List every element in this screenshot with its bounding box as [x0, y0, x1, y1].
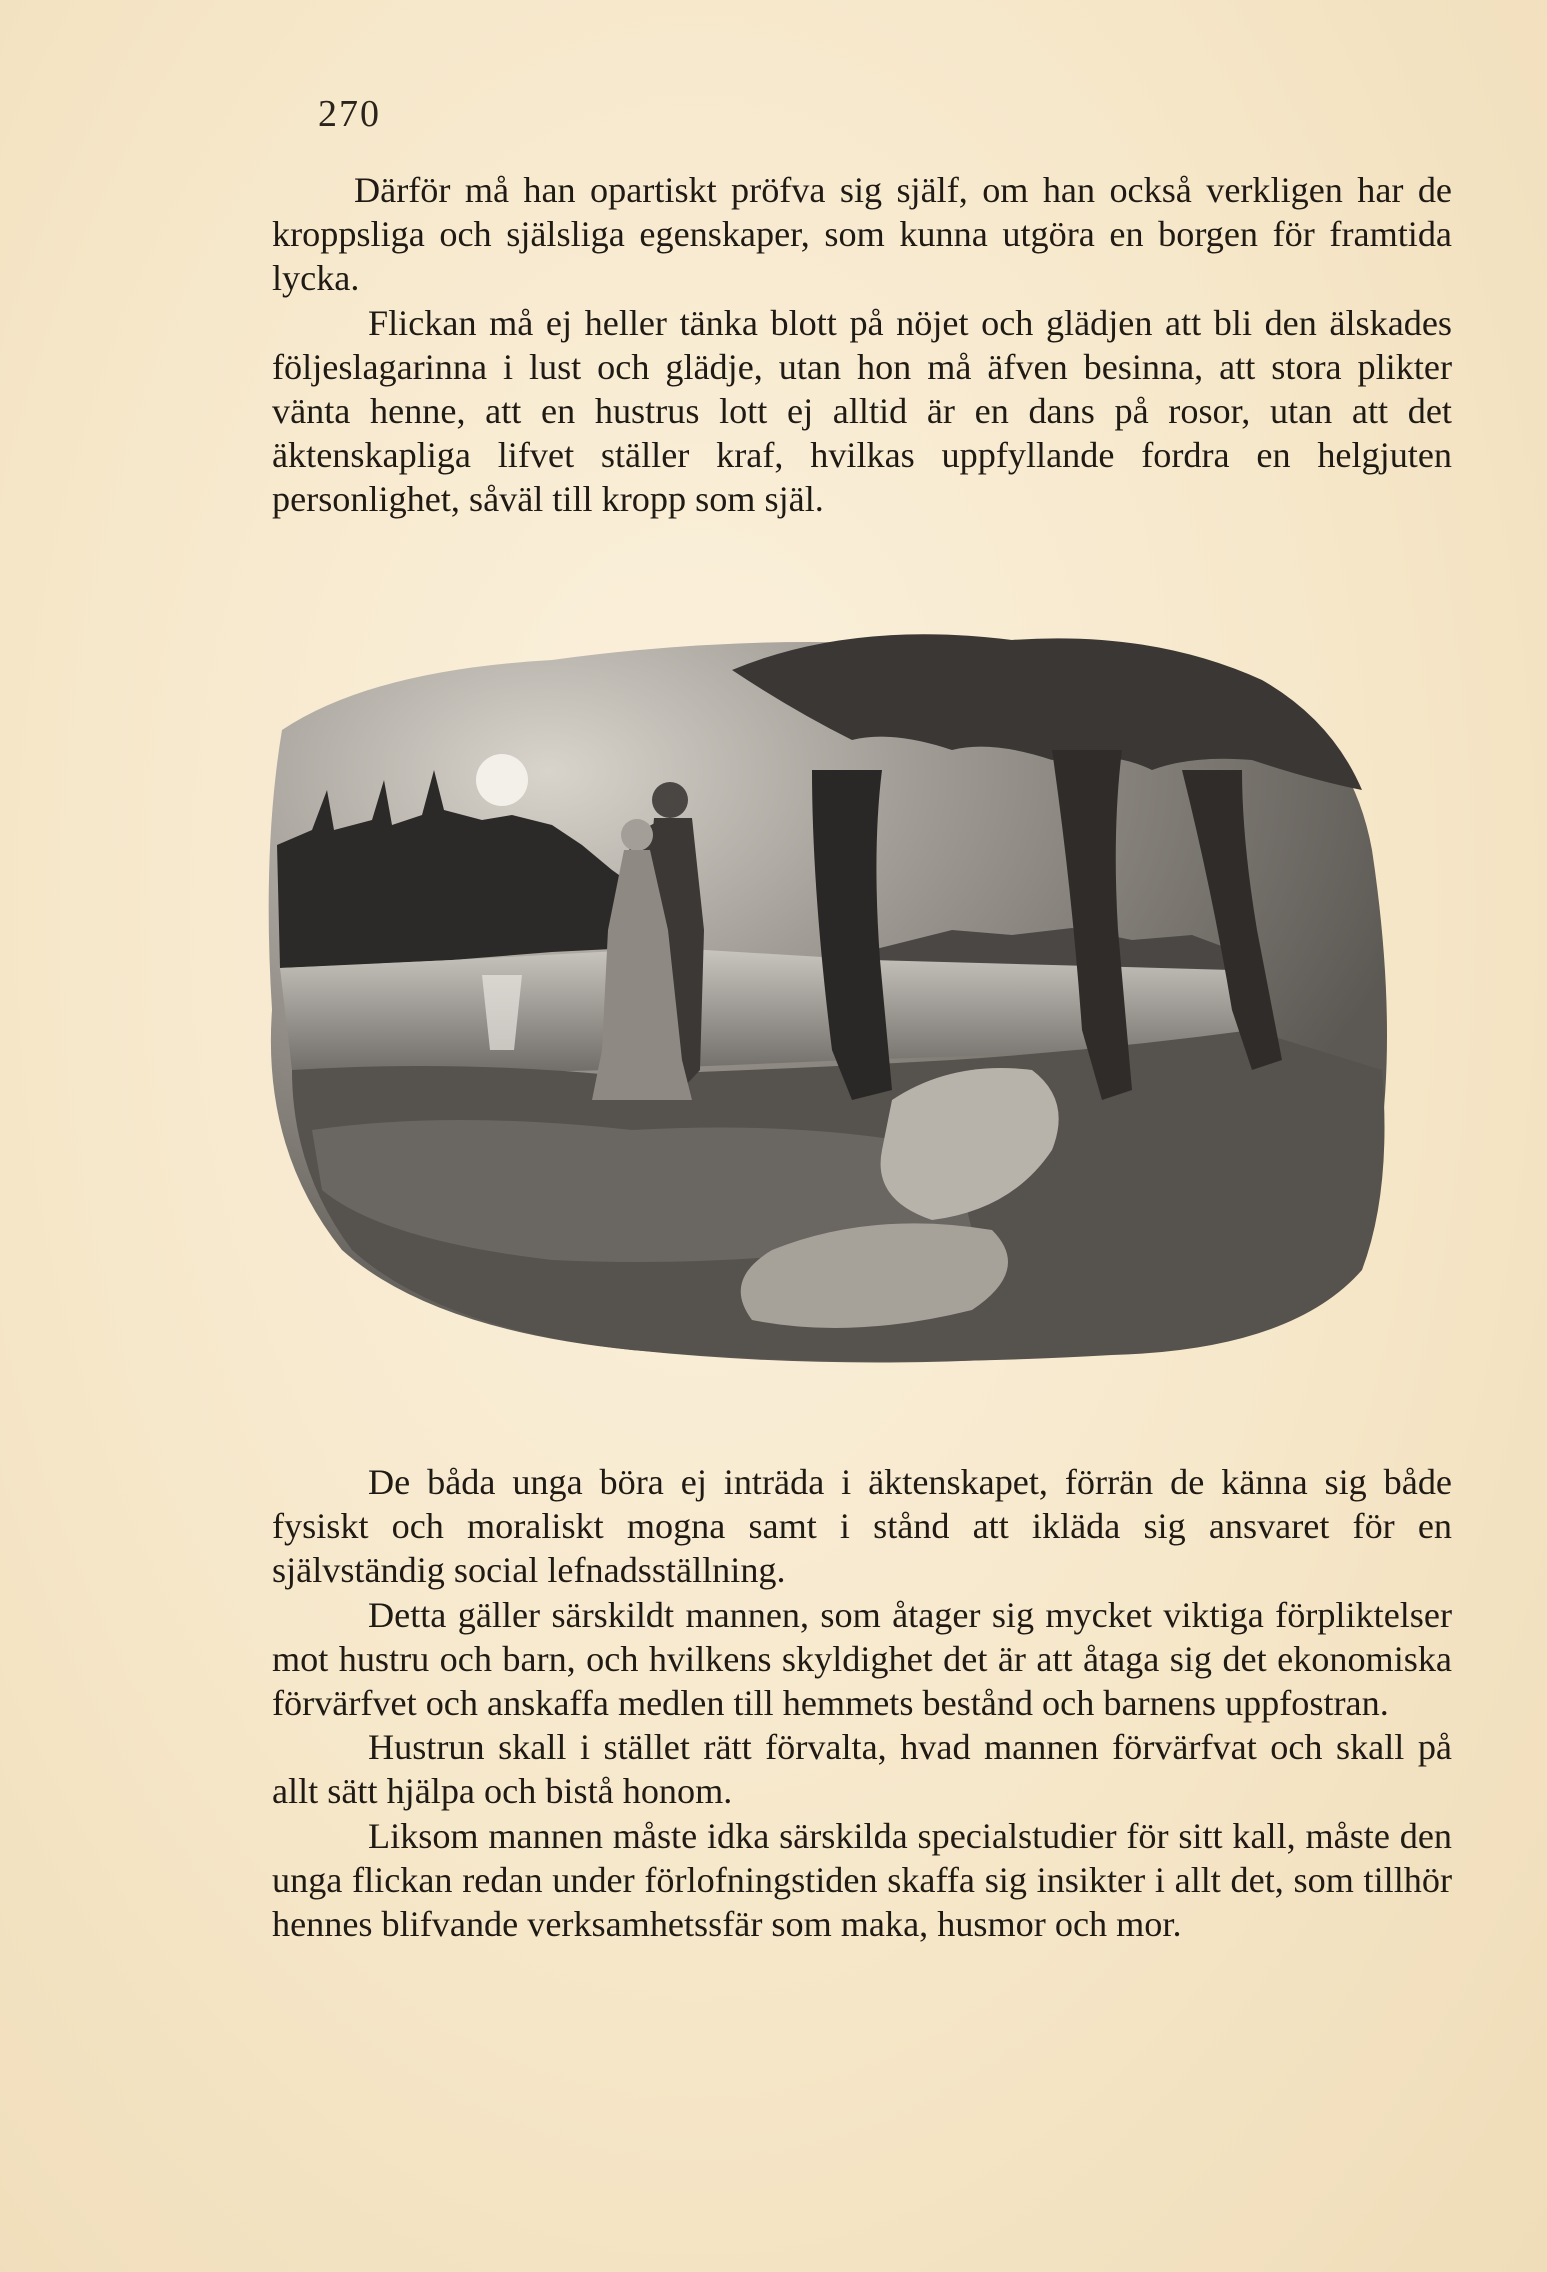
paragraph: Liksom mannen måste idka särskilda specialstudier för sitt kall, måste den unga flickan redan under förlofningstiden skaffa sig insikter i allt det, som tillhör hennes blifvande verksamhetssfär som maka, husmor och mor.	[272, 1815, 1452, 1945]
illustration	[252, 630, 1422, 1370]
paragraph: Hustrun skall i stället rätt förvalta, hvad mannen förvärfvat och skall på allt sätt hjälpa och bistå honom.	[272, 1727, 1452, 1812]
paragraph: Därför må han opartiskt pröfva sig själf, om han också verkligen har de kroppsliga och själsliga egenskaper, som kunna utgöra en borgen för framtida lycka.	[272, 170, 1452, 299]
paragraph: Detta gäller särskildt mannen, som åtager sig mycket viktiga förpliktelser mot hustru och barn, och hvilkens skyldighet det är att åtaga sig det ekonomiska förvärfvet och anskaffa medlen till hemmets bestånd och barnens uppfostran.	[272, 1594, 1452, 1724]
top-text-block	[272, 168, 1452, 522]
paragraph: Flickan må ej heller tänka blott på nöjet och glädjen att bli den älskades följeslagarinna i lust och glädje, utan hon må äfven besinna, att stora plikter vänta henne, att en hustrus lott ej alltid är en dans på rosor, utan att det äktenskapliga lifvet ställer kraf, hvilkas uppfyllande fordra en helgjuten personlighet, såväl till kropp som själ.	[272, 302, 1452, 520]
paragraph: De båda unga böra ej inträda i äktenskapet, förrän de känna sig både fysiskt och moraliskt mogna samt i stånd att ikläda sig ansvaret för en självständig social lefnadsställning.	[272, 1462, 1452, 1591]
page-number: 270	[318, 93, 381, 135]
moonlit-lake-couple-engraving-icon	[252, 630, 1422, 1370]
bottom-text-block	[272, 1460, 1452, 1946]
